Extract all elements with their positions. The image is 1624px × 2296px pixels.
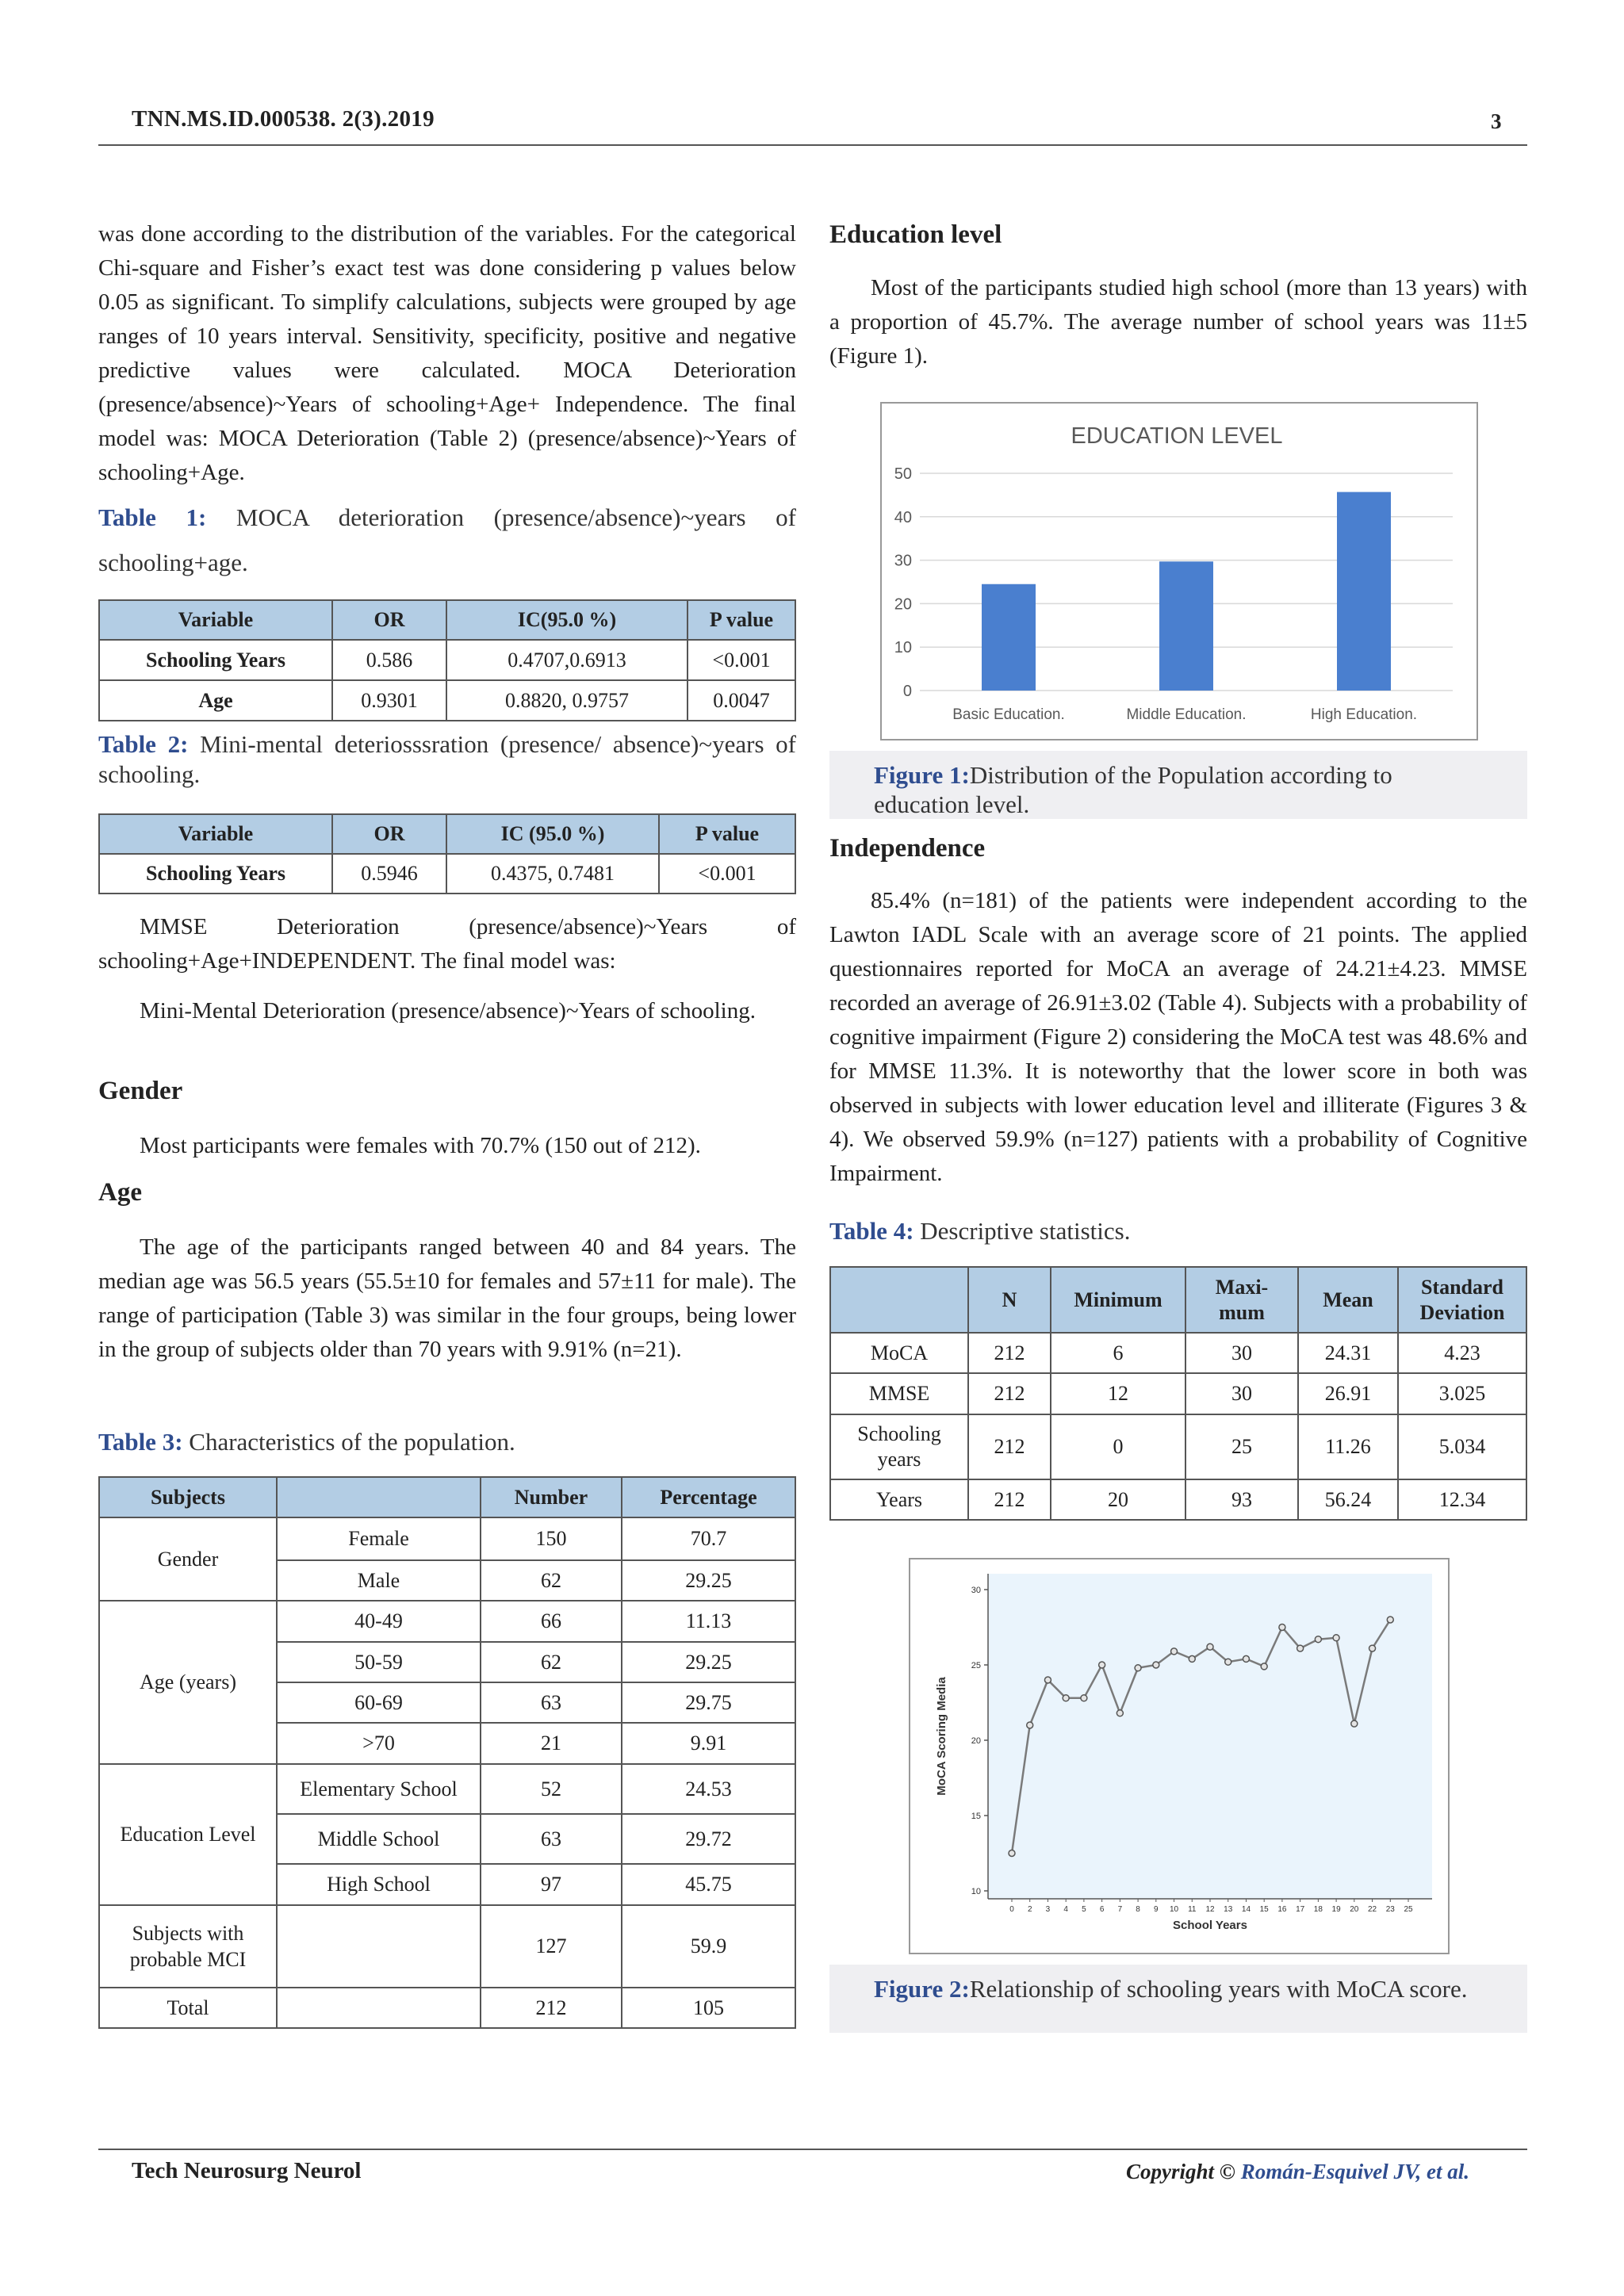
t4-cell: 5.034 <box>1398 1414 1526 1479</box>
x-tick-label: 7 <box>1117 1905 1123 1914</box>
t4-header: Standard Deviation <box>1398 1267 1526 1333</box>
y-tick-label: 25 <box>971 1661 981 1670</box>
table-row <box>830 1333 1526 1373</box>
journal-id: TNN.MS.ID.000538. 2(3).2019 <box>132 106 435 132</box>
t3-group-label: Education Level <box>99 1764 277 1905</box>
table-1-caption-text: MOCA deterioration (presence/absence)~years of schooling+age. <box>98 503 796 576</box>
x-tick-label: 3 <box>1045 1905 1051 1914</box>
x-tick-label: 13 <box>1224 1905 1233 1914</box>
heading-age: Age <box>98 1178 142 1207</box>
bar <box>1159 561 1213 691</box>
t3-cell: High School <box>277 1864 481 1905</box>
table-2-label: Table 2: <box>98 730 189 758</box>
t4-header: N <box>968 1267 1051 1333</box>
x-tick-label: 18 <box>1313 1905 1323 1914</box>
table-3-caption-text: Characteristics of the population. <box>182 1428 515 1456</box>
t4-cell: 11.26 <box>1298 1414 1398 1479</box>
data-point <box>1027 1722 1033 1728</box>
t3-mci-line-1: Subjects with <box>132 1922 244 1945</box>
t3-group-label <box>99 1905 277 1988</box>
heading-independence: Independence <box>829 834 986 863</box>
figure-1-caption-text: Distribution of the Population according to education level. <box>874 761 1392 818</box>
t4-cell: 12.34 <box>1398 1479 1526 1520</box>
copyright <box>1126 2160 1469 2184</box>
data-point <box>1063 1695 1069 1701</box>
table-4 <box>829 1266 1527 1521</box>
t3-cell <box>277 1905 481 1988</box>
journal-name: Tech Neurosurg Neurol <box>132 2158 362 2183</box>
t4-cell: 93 <box>1185 1479 1298 1520</box>
t1-header: OR <box>332 600 446 640</box>
data-point <box>1135 1665 1141 1671</box>
header-rule <box>98 144 1527 146</box>
heading-education-level: Education level <box>829 220 1002 249</box>
t2-header: P value <box>659 814 795 854</box>
moca-line-chart <box>910 1559 1448 1953</box>
table-row <box>830 1373 1526 1414</box>
data-point <box>1297 1645 1304 1651</box>
t3-cell: 29.25 <box>622 1560 795 1601</box>
data-point <box>1153 1662 1159 1668</box>
table-1-label: Table 1: <box>98 503 207 531</box>
t3-header: Number <box>481 1477 622 1517</box>
plot-background <box>988 1574 1432 1899</box>
x-tick-label: 14 <box>1241 1905 1251 1914</box>
t2-header: OR <box>332 814 446 854</box>
x-tick-label: 22 <box>1367 1905 1377 1914</box>
y-tick-label: 10 <box>971 1887 981 1896</box>
t3-cell: 62 <box>481 1560 622 1601</box>
t4-cell: 30 <box>1185 1373 1298 1414</box>
t4-cell: 26.91 <box>1298 1373 1398 1414</box>
t4-header: Maxi- mum <box>1185 1267 1298 1333</box>
x-tick-label: 5 <box>1082 1905 1086 1914</box>
t3-cell: Elementary School <box>277 1764 481 1814</box>
t1-cell: <0.001 <box>688 640 795 680</box>
t4-cell: MMSE <box>830 1373 968 1414</box>
t4-cell: 30 <box>1185 1333 1298 1373</box>
table-row <box>99 854 795 894</box>
t4-cell: MoCA <box>830 1333 968 1373</box>
t3-cell: 52 <box>481 1764 622 1814</box>
table-2-caption-text: Mini-mental deteriosssration (presence/ absence)~years of schooling. <box>98 730 796 788</box>
x-tick-label: 11 <box>1188 1905 1197 1914</box>
gender-para: Most participants were females with 70.7% (150 out of 212). <box>140 1133 701 1158</box>
table-1-caption <box>98 495 796 585</box>
t4-cell: 212 <box>968 1373 1051 1414</box>
t3-cell: 70.7 <box>622 1517 795 1560</box>
t3-cell: 45.75 <box>622 1864 795 1905</box>
x-tick-label: 4 <box>1063 1905 1068 1914</box>
t3-cell: Middle School <box>277 1814 481 1864</box>
table-row <box>99 640 795 680</box>
table-4-caption <box>829 1208 1527 1253</box>
y-axis-label: MoCA Scoring Media <box>935 1677 948 1796</box>
t3-cell: 105 <box>622 1988 795 2028</box>
x-tick-label: 9 <box>1154 1905 1159 1914</box>
left-para-2: MMSE Deterioration (presence/absence)~Years of schooling+Age+INDEPENDENT. The final model was: Mini-Mental Deterioration (presence/absence)~Years of schooling. <box>98 914 796 1024</box>
t3-cell: Male <box>277 1560 481 1601</box>
age-para: The age of the participants ranged between 40 and 84 years. The median age was 56.5 years (55.5±10 for females and 57±11 for male). The range of participation (Table 3) was similar in the four groups, being lower in the group of subjects older than 70 years with 9.91% (n=21). <box>98 1234 796 1362</box>
data-point <box>1207 1644 1213 1650</box>
heading-gender: Gender <box>98 1077 183 1105</box>
t4-cell: Schooling years <box>830 1414 968 1479</box>
table-3-caption <box>98 1419 796 1464</box>
authors: Román-Esquivel JV, et al. <box>1240 2160 1469 2183</box>
t3-cell: Total <box>99 1988 277 2028</box>
table-4-label: Table 4: <box>829 1217 914 1245</box>
t2-cell: Schooling Years <box>99 854 332 894</box>
t3-cell: 11.13 <box>622 1601 795 1642</box>
copyright-text: Copyright © <box>1126 2160 1241 2183</box>
x-tick-label: 12 <box>1205 1905 1215 1914</box>
data-point <box>1116 1710 1123 1716</box>
t1-cell: 0.9301 <box>332 680 446 721</box>
t4-header: Minimum <box>1051 1267 1185 1333</box>
t3-cell: 40-49 <box>277 1601 481 1642</box>
table-row <box>830 1479 1526 1520</box>
t4-cell: 3.025 <box>1398 1373 1526 1414</box>
y-tick-label: 50 <box>894 465 912 483</box>
t3-cell: 9.91 <box>622 1723 795 1764</box>
t1-cell: Age <box>99 680 332 721</box>
table-2 <box>98 813 796 894</box>
education-bar-chart <box>882 404 1477 739</box>
independence-para: 85.4% (n=181) of the patients were independent according to the Lawton IADL Scale with an average score of 21 points. The applied questionnaires reported for MoCA an average of 24.21±4.23. MMSE recorded an average of 26.91±3.02 (Table 4). Subjects with a probability of cognitive impairment (Figure 2) considering the MoCA test was 48.6% and for MMSE 11.3%. It is noteworthy that the lower score in both was observed in subjects with lower education level and illiterate (Figures 3 & 4). We observed 59.9% (n=127) patients with a probability of Cognitive Impairment. <box>829 888 1527 1186</box>
x-tick-label: 6 <box>1099 1905 1105 1914</box>
x-axis-label: School Years <box>1173 1919 1247 1932</box>
t4-cell: 25 <box>1185 1414 1298 1479</box>
education-para: Most of the participants studied high school (more than 13 years) with a proportion of 45.7%. The average number of school years was 11±5 (Figure 1). <box>829 275 1527 369</box>
y-tick-label: 20 <box>971 1736 981 1746</box>
data-point <box>1243 1655 1249 1662</box>
t3-cell: 62 <box>481 1642 622 1682</box>
x-tick-label: 8 <box>1136 1905 1140 1914</box>
t3-cell: 63 <box>481 1682 622 1723</box>
table-row <box>99 1764 795 1814</box>
t3-cell: 29.25 <box>622 1642 795 1682</box>
t3-mci-line-2: probable MCI <box>129 1948 247 1971</box>
t4-cell: 4.23 <box>1398 1333 1526 1373</box>
t3-group-label: Gender <box>99 1517 277 1601</box>
x-tick-label: 19 <box>1331 1905 1341 1914</box>
table-2-caption <box>98 729 796 790</box>
x-tick-label: 15 <box>1259 1905 1269 1914</box>
data-point <box>1351 1720 1358 1727</box>
t2-cell: 0.5946 <box>332 854 446 894</box>
table-row <box>99 1988 795 2028</box>
x-tick-label: 25 <box>1404 1905 1413 1914</box>
x-tick-label: 16 <box>1277 1905 1287 1914</box>
t4-cell: 20 <box>1051 1479 1185 1520</box>
t4-cell: 6 <box>1051 1333 1185 1373</box>
t4-header <box>830 1267 968 1333</box>
x-tick-label: 0 <box>1009 1905 1014 1914</box>
bar <box>1337 492 1391 691</box>
x-tick-label: Middle Education. <box>1126 706 1247 723</box>
data-point <box>1369 1645 1376 1651</box>
y-tick-label: 20 <box>894 595 912 614</box>
data-point <box>1044 1677 1051 1683</box>
t1-header: Variable <box>99 600 332 640</box>
table-3-label: Table 3: <box>98 1428 183 1456</box>
x-tick-label: 2 <box>1027 1905 1032 1914</box>
t3-cell: 24.53 <box>622 1764 795 1814</box>
t4-cell: 12 <box>1051 1373 1185 1414</box>
bar <box>982 584 1036 691</box>
t3-cell: 59.9 <box>622 1905 795 1988</box>
figure-1-caption <box>829 751 1527 819</box>
table-row <box>99 1517 795 1560</box>
t1-cell: 0.586 <box>332 640 446 680</box>
figure-2-caption <box>829 1965 1527 2033</box>
footer-rule <box>98 2149 1527 2150</box>
t3-cell: 50-59 <box>277 1642 481 1682</box>
t2-header: IC (95.0 %) <box>446 814 659 854</box>
t4-cell: 212 <box>968 1333 1051 1373</box>
figure-1 <box>880 402 1478 740</box>
figure-2-label: Figure 2: <box>874 1975 970 2003</box>
t2-cell: <0.001 <box>659 854 795 894</box>
t3-cell: 63 <box>481 1814 622 1864</box>
t3-cell: Female <box>277 1517 481 1560</box>
t3-cell: >70 <box>277 1723 481 1764</box>
t3-cell: 29.75 <box>622 1682 795 1723</box>
t3-cell: 29.72 <box>622 1814 795 1864</box>
t4-header: Mean <box>1298 1267 1398 1333</box>
data-point <box>1387 1617 1393 1623</box>
t2-header: Variable <box>99 814 332 854</box>
t3-group-label: Age (years) <box>99 1601 277 1764</box>
y-tick-label: 15 <box>971 1812 981 1821</box>
t1-header: IC(95.0 %) <box>446 600 688 640</box>
figure-2 <box>909 1558 1450 1954</box>
t3-header <box>277 1477 481 1517</box>
t3-cell: 60-69 <box>277 1682 481 1723</box>
t1-cell: 0.4707,0.6913 <box>446 640 688 680</box>
t1-header: P value <box>688 600 795 640</box>
data-point <box>1333 1635 1339 1641</box>
table-1 <box>98 599 796 721</box>
t1-cell: 0.0047 <box>688 680 795 721</box>
t3-cell <box>277 1988 481 2028</box>
table-row <box>99 1905 795 1988</box>
t3-header: Percentage <box>622 1477 795 1517</box>
t4-cell: 212 <box>968 1479 1051 1520</box>
t1-cell: Schooling Years <box>99 640 332 680</box>
table-3 <box>98 1476 796 2029</box>
t3-cell: 66 <box>481 1601 622 1642</box>
chart-title: EDUCATION LEVEL <box>1071 423 1283 449</box>
t4-cell: Years <box>830 1479 968 1520</box>
y-tick-label: 0 <box>902 683 912 700</box>
x-tick-label: 10 <box>1169 1905 1179 1914</box>
data-point <box>1081 1695 1087 1701</box>
figure-2-caption-text: Relationship of schooling years with MoCA score. <box>969 1975 1468 2003</box>
y-tick-label: 10 <box>894 639 912 657</box>
data-point <box>1315 1636 1321 1643</box>
t3-cell: 97 <box>481 1864 622 1905</box>
table-row <box>99 680 795 721</box>
y-tick-label: 30 <box>971 1586 981 1595</box>
t4-cell: 56.24 <box>1298 1479 1398 1520</box>
left-para-1: was done according to the distribution of the variables. For the categorical Chi-square and Fisher’s exact test was done considering p values below 0.05 as significant. To simplify calculations, subjects were grouped by age ranges of 10 years interval. Sensitivity, specificity, positive and negative predictive values were calculated. MOCA Deterioration (presence/absence)~Years of schooling+Age+ Independence. The final model was: MOCA Deterioration (Table 2) (presence/absence)~Years of schooling+Age. <box>98 221 796 485</box>
y-tick-label: 30 <box>894 552 912 570</box>
table-row <box>99 1601 795 1642</box>
x-tick-label: 17 <box>1296 1905 1305 1914</box>
t2-cell: 0.4375, 0.7481 <box>446 854 659 894</box>
t4-cell: 0 <box>1051 1414 1185 1479</box>
t3-cell: 21 <box>481 1723 622 1764</box>
t3-header: Subjects <box>99 1477 277 1517</box>
t3-cell: 127 <box>481 1905 622 1988</box>
page-number: 3 <box>1491 109 1502 133</box>
table-row <box>830 1414 1526 1479</box>
data-point <box>1225 1659 1231 1665</box>
y-tick-label: 40 <box>894 508 912 526</box>
t3-cell: 150 <box>481 1517 622 1560</box>
data-point <box>1099 1662 1105 1668</box>
data-point <box>1171 1648 1178 1655</box>
figure-1-label: Figure 1: <box>874 761 970 789</box>
t1-cell: 0.8820, 0.9757 <box>446 680 688 721</box>
table-4-caption-text: Descriptive statistics. <box>914 1217 1131 1245</box>
data-point <box>1009 1850 1015 1857</box>
data-point <box>1189 1655 1195 1662</box>
x-tick-label: Basic Education. <box>952 706 1065 723</box>
x-tick-label: 23 <box>1385 1905 1395 1914</box>
data-point <box>1261 1663 1267 1670</box>
x-tick-label: High Education. <box>1310 706 1418 723</box>
t3-cell: 212 <box>481 1988 622 2028</box>
t4-cell: 24.31 <box>1298 1333 1398 1373</box>
data-point <box>1279 1624 1285 1631</box>
x-tick-label: 20 <box>1350 1905 1359 1914</box>
t4-cell: 212 <box>968 1414 1051 1479</box>
